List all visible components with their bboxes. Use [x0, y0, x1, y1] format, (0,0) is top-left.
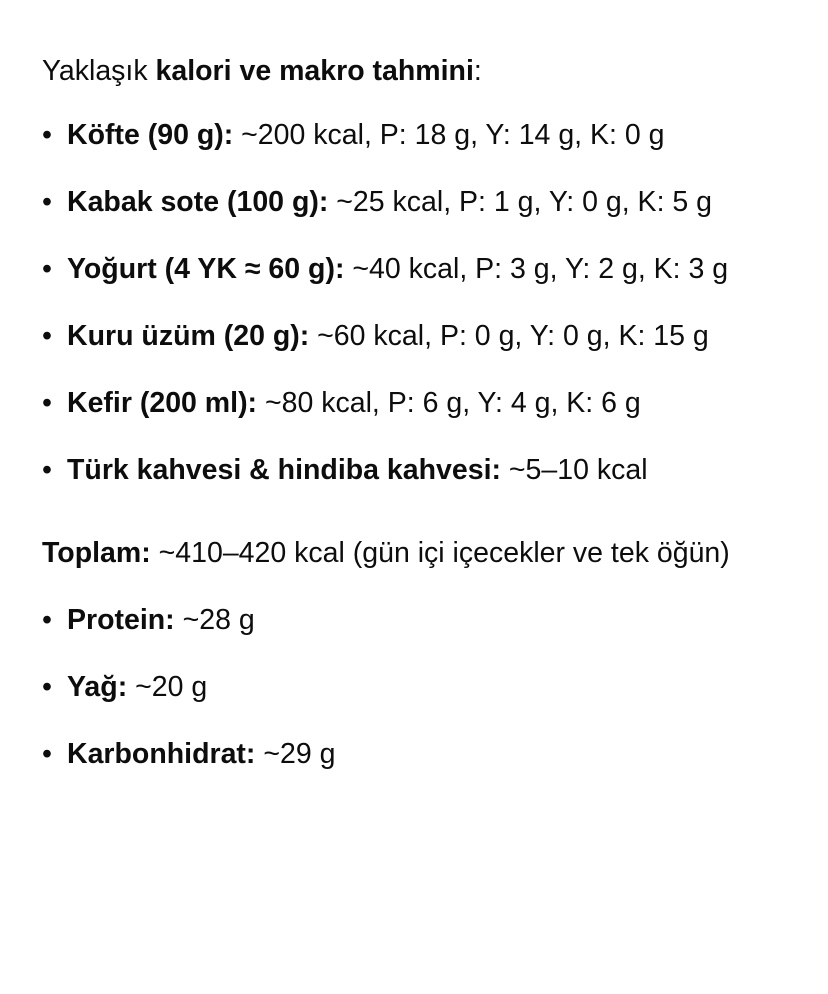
item-label: Kuru üzüm (20 g): — [67, 320, 310, 352]
list-item — [42, 449, 792, 492]
bullet: • — [42, 387, 52, 419]
macro-item — [42, 666, 792, 709]
message-content — [42, 50, 792, 800]
list-item — [42, 114, 792, 157]
macro-label: Yağ: — [67, 671, 128, 703]
item-label: Kefir (200 ml): — [67, 387, 258, 419]
bullet: • — [42, 186, 52, 218]
intro-bold: kalori ve makro tahmini — [155, 55, 474, 87]
bullet: • — [42, 738, 52, 770]
item-text: ~200 kcal, P: 18 g, Y: 14 g, K: 0 g — [233, 119, 665, 151]
intro-line — [42, 50, 792, 93]
list-item — [42, 181, 792, 224]
macro-value: ~20 g — [127, 671, 208, 703]
bullet: • — [42, 604, 52, 636]
bullet: • — [42, 671, 52, 703]
macro-item — [42, 599, 792, 642]
item-text: ~80 kcal, P: 6 g, Y: 4 g, K: 6 g — [257, 387, 641, 419]
list-item — [42, 382, 792, 425]
macro-list — [42, 599, 792, 776]
macro-value: ~28 g — [174, 604, 255, 636]
list-item — [42, 248, 792, 291]
macro-label: Karbonhidrat: — [67, 738, 256, 770]
item-text: ~40 kcal, P: 3 g, Y: 2 g, K: 3 g — [344, 253, 729, 285]
total-label: Toplam: — [42, 537, 151, 569]
item-label: Türk kahvesi & hindiba kahvesi: — [67, 454, 501, 486]
bullet: • — [42, 320, 52, 352]
total-line — [42, 532, 792, 575]
macro-value: ~29 g — [255, 738, 336, 770]
food-list — [42, 114, 792, 492]
intro-text: Yaklaşık — [42, 55, 156, 87]
intro-colon: : — [473, 55, 482, 87]
total-text: ~410–420 kcal (gün içi içecekler ve tek öğün) — [150, 537, 730, 569]
macro-label: Protein: — [67, 604, 175, 636]
macro-item — [42, 733, 792, 776]
item-text: ~60 kcal, P: 0 g, Y: 0 g, K: 15 g — [309, 320, 709, 352]
bullet: • — [42, 119, 52, 151]
item-label: Kabak sote (100 g): — [67, 186, 329, 218]
list-item — [42, 315, 792, 358]
item-text: ~25 kcal, P: 1 g, Y: 0 g, K: 5 g — [328, 186, 713, 218]
item-label: Yoğurt (4 YK ≈ 60 g): — [67, 253, 345, 285]
item-label: Köfte (90 g): — [67, 119, 234, 151]
item-text: ~5–10 kcal — [501, 454, 648, 486]
bullet: • — [42, 454, 52, 486]
bullet: • — [42, 253, 52, 285]
